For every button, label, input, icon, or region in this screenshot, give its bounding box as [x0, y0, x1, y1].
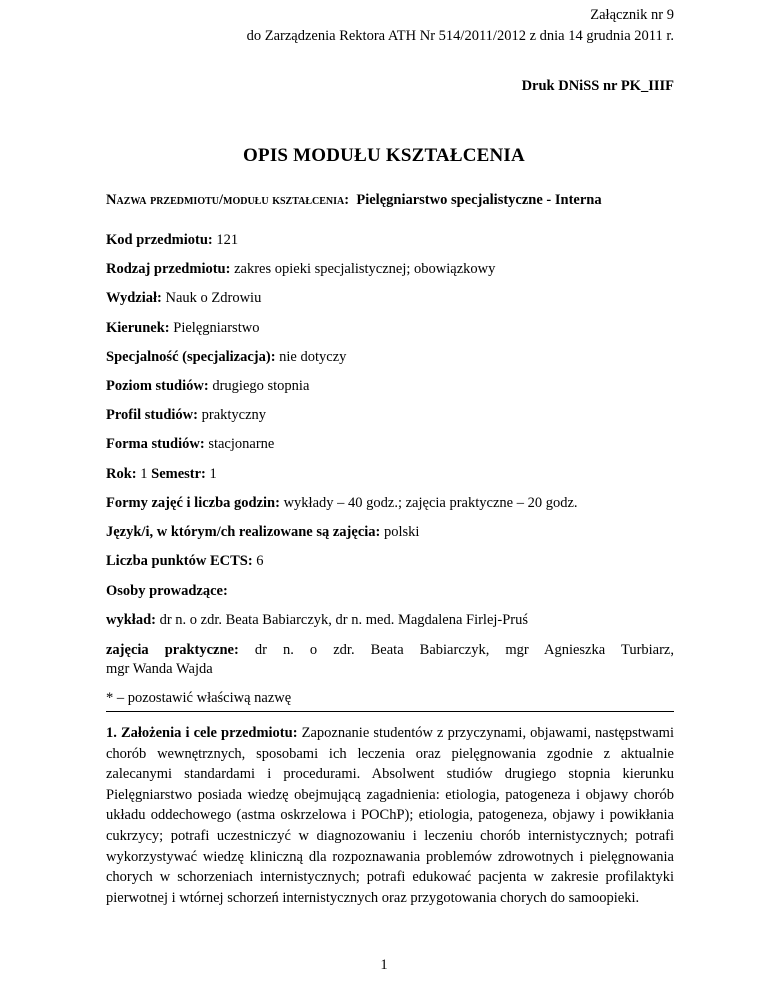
field-label: Specjalność (specjalizacja):	[106, 349, 276, 365]
form-id: Druk DNiSS nr PK_IIIF	[521, 78, 674, 94]
field-row-faculty	[106, 289, 674, 307]
field-row-profile	[106, 406, 674, 424]
lecture-value: dr n. o zdr. Beata Babiarczyk, dr n. med. Magdalena Firlej-Pruś	[159, 612, 529, 628]
section-1-paragraph	[106, 723, 674, 908]
practical-row-cont	[106, 660, 674, 678]
field-row-direction	[106, 319, 674, 337]
year-value: 1	[140, 466, 148, 482]
semester-label: Semestr:	[151, 466, 206, 482]
field-value: Nauk o Zdrowiu	[165, 290, 262, 306]
field-value: wykłady – 40 godz.; zajęcia praktyczne – 20 godz.	[283, 495, 578, 511]
attachment-number: Załącznik nr 9	[590, 7, 674, 23]
field-row-language	[106, 523, 674, 541]
field-label: Liczba punktów ECTS:	[106, 553, 253, 569]
attachment-regulation: do Zarządzenia Rektora ATH Nr 514/2011/2012 z dnia 14 grudnia 2011 r.	[246, 28, 674, 44]
course-name-label: Nazwa przedmiotu/modułu kształcenia:	[106, 192, 350, 208]
field-row-level	[106, 377, 674, 395]
section-1-text: Zapoznanie studentów z przyczynami, objawami, następstwami chorób wewnętrznych, sposobami ich leczenia oraz pielęgnowania zgodnie z aktualnie zalecanymi standardami i procedurami. Absolwent studiów drugiego stopnia kierunku Pielęgniarstwo posiada wiedzę obejmującą zagadnienia: etiologia, patogeneza i objawy chorób układu oddechowego (astma oskrzelowa i POChP); etiologia, patogeneza, objawy i powikłania cukrzycy; potrafi uczestniczyć w diagnozowaniu i leczeniu chorób internistycznych; potrafi wykorzystywać wiedzę kliniczną dla rozpoznawania problemów zdrowotnych i pielęgnowania chorych w schorzeniach internistycznych; potrafi edukować pacjenta w zakresie profilaktyki pierwotnej i wtórnej schorzeń internistycznych oraz przygotowania chorych do samoopieki.	[106, 725, 674, 906]
practical-label: zajęcia praktyczne:	[106, 642, 239, 658]
field-value: 121	[216, 232, 239, 248]
page-title: OPIS MODUŁU KSZTAŁCENIA	[243, 145, 525, 166]
field-row-ects	[106, 552, 674, 570]
page-number: 1	[380, 957, 388, 973]
field-label: Rodzaj przedmiotu:	[106, 261, 231, 277]
field-value: drugiego stopnia	[212, 378, 310, 394]
field-row-class-forms	[106, 494, 674, 512]
field-label: Poziom studiów:	[106, 378, 209, 394]
field-value: 6	[256, 553, 264, 569]
lecture-row	[106, 611, 674, 629]
field-row-form	[106, 435, 674, 453]
field-label: Formy zajęć i liczba godzin:	[106, 495, 280, 511]
year-label: Rok:	[106, 466, 137, 482]
field-value: stacjonarne	[208, 436, 275, 452]
instructors-heading-text: Osoby prowadzące:	[106, 583, 228, 599]
field-value: praktyczny	[201, 407, 267, 423]
field-label: Forma studiów:	[106, 436, 205, 452]
section-1-label: 1. Założenia i cele przedmiotu:	[106, 725, 298, 741]
field-row-code	[106, 231, 674, 249]
field-label: Kod przedmiotu:	[106, 232, 213, 248]
field-label: Wydział:	[106, 290, 162, 306]
field-value: Pielęgniarstwo	[173, 320, 260, 336]
semester-value: 1	[209, 466, 217, 482]
field-row-year-semester	[106, 465, 674, 483]
course-name-value: Pielęgniarstwo specjalistyczne - Interna	[356, 192, 602, 208]
field-label: Profil studiów:	[106, 407, 198, 423]
field-value: nie dotyczy	[279, 349, 347, 365]
section-divider	[106, 711, 674, 712]
lecture-label: wykład:	[106, 612, 156, 628]
field-label: Język/i, w którym/ch realizowane są zajęcia:	[106, 524, 381, 540]
practical-value: dr n. o zdr. Beata Babiarczyk, mgr Agnieszka Turbiarz,	[254, 642, 674, 658]
instructors-heading	[106, 582, 674, 600]
footnote: * – pozostawić właściwą nazwę	[106, 690, 292, 706]
field-row-specialty	[106, 348, 674, 366]
field-row-type	[106, 260, 674, 278]
field-value: polski	[384, 524, 420, 540]
field-value: zakres opieki specjalistycznej; obowiązkowy	[234, 261, 496, 277]
course-name-row	[106, 191, 674, 209]
practical-value-cont: mgr Wanda Wajda	[106, 661, 213, 677]
practical-row	[106, 641, 674, 659]
field-label: Kierunek:	[106, 320, 170, 336]
